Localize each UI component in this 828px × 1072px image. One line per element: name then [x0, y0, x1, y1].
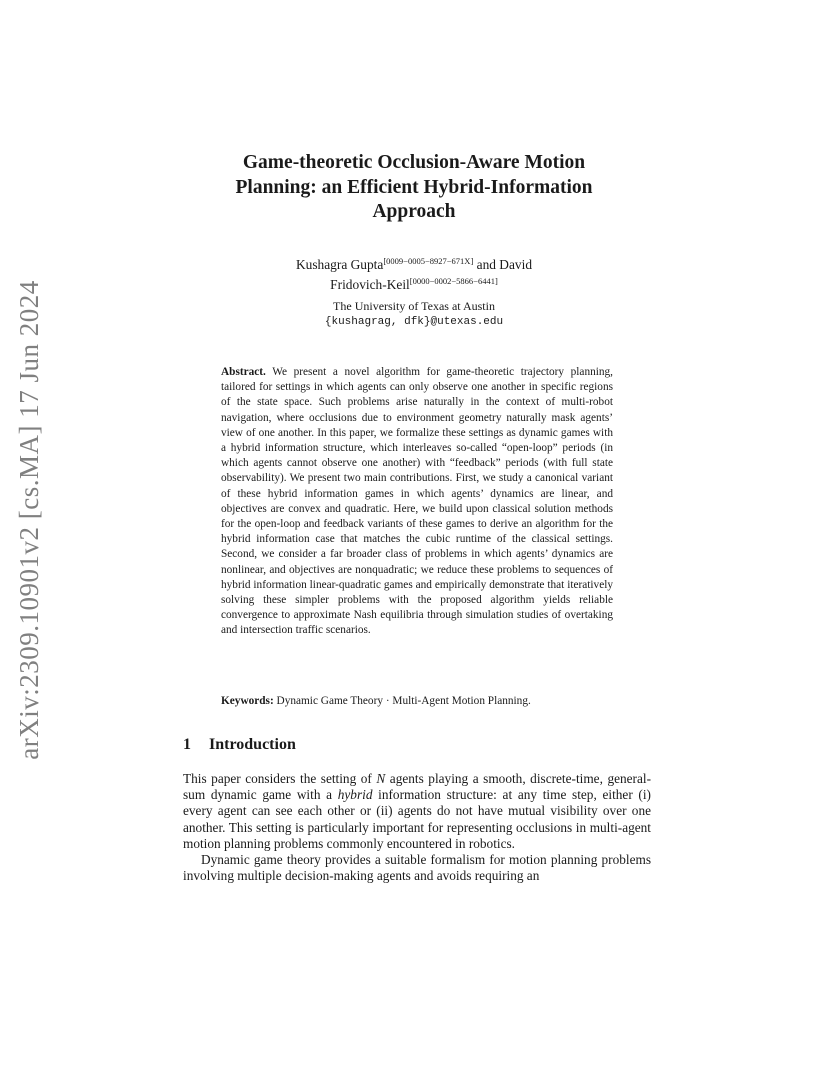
text-run: information structure: at any time step, either (i) every agent can see each other or (ii) agents do not have mutual visibility over one another. This setting is particularly important for representing occlusions in multi-agent motion planning problems commonly encountered in robotics.: [183, 787, 651, 851]
text-run: agents playing a smooth, discrete-time, general-sum dynamic game with a: [183, 771, 651, 803]
section-title: Introduction: [209, 736, 296, 753]
affiliation-block: [180, 299, 648, 330]
keywords-text: Dynamic Game Theory · Multi-Agent Motion Planning.: [276, 695, 531, 707]
abstract-text: We present a novel algorithm for game-theoretic trajectory planning, tailored for settings in which agents can only observe one another in specific regions of the state space. Such problems arise naturally in the context of multi-robot navigation, where occlusions due to environment geometry naturally mask agents’ view of one another. In this paper, we formalize these settings as dynamic games with a hybrid information structure, which interleaves so-called “open-loop” periods (in which agents cannot observe one another) with “feedback” periods (with full state observability). We present two main contributions. First, we study a canonical variant of these hybrid information games in which agents’ dynamics are linear, and objectives are convex and quadratic. Here, we build upon classical solution methods for the open-loop and feedback variants of these games to derive an algorithm for the hybrid information case that matches the cubic runtime of the classical settings. Second, we consider a far broader class of problems in which agents’ dynamics are nonlinear, and objectives are nonquadratic; we reduce these problems to sequences of hybrid information linear-quadratic games and empirically demonstrate that iteratively solving these simpler problems with the proposed algorithm yields reliable convergence to approximate Nash equilibria through simulation studies of overtaking and intersection traffic scenarios.: [221, 366, 613, 637]
title-line: Approach: [372, 201, 456, 222]
affiliation: The University of Texas at Austin: [333, 299, 495, 313]
section-heading: [183, 736, 296, 754]
section-body: [183, 771, 651, 884]
title-line: Planning: an Efficient Hybrid-Information: [235, 176, 593, 198]
title-line: Game-theoretic Occlusion-Aware Motion: [242, 152, 586, 173]
abstract-label: Abstract.: [221, 366, 266, 378]
orcid-id: [0009−0005−8927−671X]: [383, 256, 474, 266]
keywords: [221, 694, 613, 709]
text-run: This paper considers the setting of: [183, 771, 377, 786]
paragraph: [183, 771, 651, 852]
author-line-2: [180, 273, 648, 293]
paragraph: Dynamic game theory provides a suitable formalism for motion planning problems involving multiple decision-making agents and avoids requiring an: [183, 852, 651, 884]
author-email: {kushagrag, dfk}@utexas.edu: [324, 315, 504, 328]
paper-title: [180, 151, 648, 225]
keywords-label: Keywords:: [221, 695, 274, 707]
author-conjunction: and David: [473, 257, 533, 272]
author-line-1: [180, 253, 648, 273]
author-list: [180, 253, 648, 293]
author-name: Kushagra Gupta: [295, 257, 384, 272]
author-name: Fridovich-Keil: [330, 277, 410, 292]
section-number: 1: [183, 736, 191, 753]
arxiv-identifier: arXiv:2309.10901v2 [cs.MA] 17 Jun 2024: [14, 280, 44, 760]
abstract: [221, 365, 613, 639]
orcid-id: [0000−0002−5866−6441]: [409, 276, 498, 286]
emphasis: hybrid: [337, 787, 373, 803]
math-variable: N: [376, 771, 386, 786]
